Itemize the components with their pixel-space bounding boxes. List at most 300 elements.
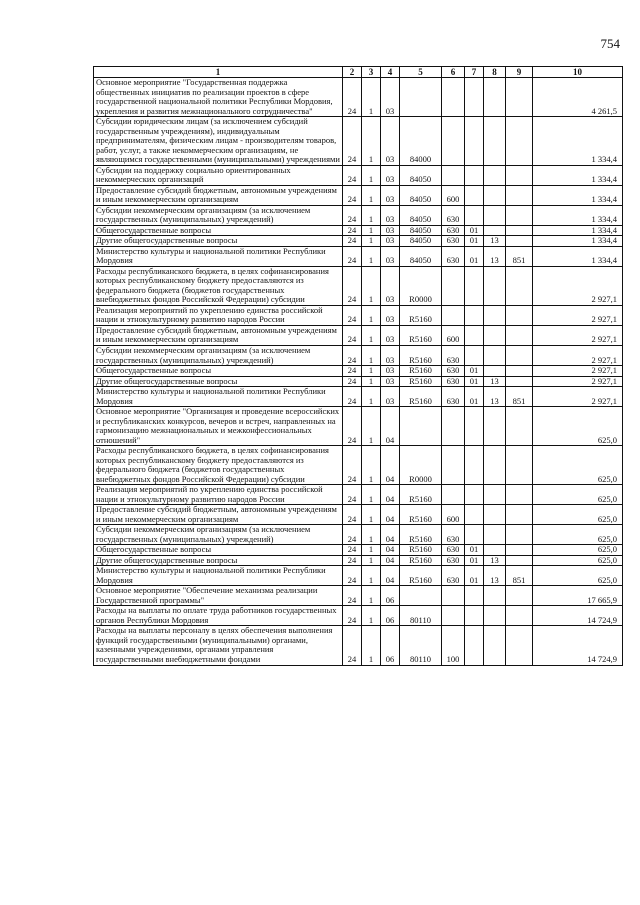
expense-type-code-cell (442, 266, 465, 305)
ministry-code-cell (506, 225, 533, 236)
section-code-cell: 01 (465, 555, 484, 566)
subprogram-code-cell: 1 (362, 446, 381, 485)
expense-type-code-cell: 630 (442, 376, 465, 387)
program-code-cell: 24 (343, 78, 362, 117)
column-header-7: 7 (465, 67, 484, 78)
direction-code-cell (400, 586, 442, 606)
table-row (94, 266, 623, 305)
event-code-cell: 04 (381, 407, 400, 446)
subsection-code-cell (484, 325, 506, 345)
ministry-code-cell (506, 505, 533, 525)
subsection-code-cell (484, 117, 506, 166)
header-row (94, 67, 623, 78)
subprogram-code-cell: 1 (362, 117, 381, 166)
section-code-cell (465, 205, 484, 225)
subsection-code-cell: 13 (484, 387, 506, 407)
expense-type-code-cell: 630 (442, 387, 465, 407)
section-code-cell: 01 (465, 545, 484, 556)
table-row (94, 525, 623, 545)
subprogram-code-cell: 1 (362, 555, 381, 566)
ministry-code-cell: 851 (506, 566, 533, 586)
item-name-cell: Реализация мероприятий по укреплению единства российской нации и этнокультурному развитию народов России (94, 485, 343, 505)
ministry-code-cell (506, 266, 533, 305)
event-code-cell: 04 (381, 545, 400, 556)
subprogram-code-cell: 1 (362, 205, 381, 225)
event-code-cell: 03 (381, 236, 400, 247)
expense-type-code-cell: 630 (442, 346, 465, 366)
table-row (94, 606, 623, 626)
subsection-code-cell (484, 525, 506, 545)
table-row (94, 236, 623, 247)
table-row (94, 165, 623, 185)
direction-code-cell: R5160 (400, 305, 442, 325)
amount-cell: 1 334,4 (533, 185, 623, 205)
expense-type-code-cell (442, 586, 465, 606)
table-row (94, 387, 623, 407)
direction-code-cell: R5160 (400, 545, 442, 556)
amount-cell: 2 927,1 (533, 376, 623, 387)
section-code-cell: 01 (465, 376, 484, 387)
program-code-cell: 24 (343, 446, 362, 485)
column-header-10: 10 (533, 67, 623, 78)
subsection-code-cell (484, 346, 506, 366)
table-row (94, 305, 623, 325)
ministry-code-cell (506, 185, 533, 205)
subprogram-code-cell: 1 (362, 366, 381, 377)
table-row (94, 78, 623, 117)
table-row (94, 346, 623, 366)
event-code-cell: 04 (381, 505, 400, 525)
expense-type-code-cell: 630 (442, 225, 465, 236)
direction-code-cell: R5160 (400, 485, 442, 505)
subprogram-code-cell: 1 (362, 266, 381, 305)
direction-code-cell: 84050 (400, 246, 442, 266)
direction-code-cell: R5160 (400, 376, 442, 387)
ministry-code-cell (506, 606, 533, 626)
event-code-cell: 03 (381, 225, 400, 236)
table-row (94, 626, 623, 665)
section-code-cell: 01 (465, 387, 484, 407)
item-name-cell: Расходы республиканского бюджета, в целях софинансирования которых республиканскому бюджету предоставляются из федерального бюджета (бюджетов государственных внебюджетных фондов Российской Федерации) субсидии (94, 446, 343, 485)
direction-code-cell (400, 78, 442, 117)
event-code-cell: 03 (381, 387, 400, 407)
event-code-cell: 04 (381, 566, 400, 586)
table-row (94, 446, 623, 485)
event-code-cell: 03 (381, 78, 400, 117)
event-code-cell: 04 (381, 485, 400, 505)
ministry-code-cell (506, 366, 533, 377)
direction-code-cell: 84050 (400, 185, 442, 205)
section-code-cell: 01 (465, 566, 484, 586)
direction-code-cell: 80110 (400, 606, 442, 626)
event-code-cell: 03 (381, 325, 400, 345)
event-code-cell: 06 (381, 606, 400, 626)
expense-type-code-cell: 630 (442, 246, 465, 266)
subprogram-code-cell: 1 (362, 586, 381, 606)
column-header-6: 6 (442, 67, 465, 78)
section-code-cell (465, 505, 484, 525)
subsection-code-cell: 13 (484, 236, 506, 247)
table-row (94, 505, 623, 525)
subsection-code-cell (484, 545, 506, 556)
item-name-cell: Расходы на выплаты по оплате труда работников государственных органов Республики Мордовия (94, 606, 343, 626)
event-code-cell: 03 (381, 366, 400, 377)
item-name-cell: Министерство культуры и национальной политики Республики Мордовия (94, 566, 343, 586)
section-code-cell (465, 78, 484, 117)
program-code-cell: 24 (343, 325, 362, 345)
subprogram-code-cell: 1 (362, 325, 381, 345)
subprogram-code-cell: 1 (362, 346, 381, 366)
item-name-cell: Реализация мероприятий по укреплению единства российской нации и этнокультурному развитию народов России (94, 305, 343, 325)
amount-cell: 17 665,9 (533, 586, 623, 606)
program-code-cell: 24 (343, 407, 362, 446)
ministry-code-cell (506, 485, 533, 505)
subsection-code-cell (484, 366, 506, 377)
direction-code-cell: 84050 (400, 225, 442, 236)
section-code-cell (465, 407, 484, 446)
subprogram-code-cell: 1 (362, 525, 381, 545)
program-code-cell: 24 (343, 485, 362, 505)
item-name-cell: Основное мероприятие "Государственная поддержка общественных инициатив по реализации проектов в сфере государственной национальной политики Республики Мордовия, укрепления и развития межнационального сотрудничества" (94, 78, 343, 117)
ministry-code-cell: 851 (506, 387, 533, 407)
subsection-code-cell (484, 165, 506, 185)
amount-cell: 625,0 (533, 566, 623, 586)
ministry-code-cell (506, 376, 533, 387)
amount-cell: 1 334,4 (533, 165, 623, 185)
amount-cell: 14 724,9 (533, 626, 623, 665)
subsection-code-cell (484, 305, 506, 325)
table-row (94, 555, 623, 566)
event-code-cell: 06 (381, 626, 400, 665)
section-code-cell: 01 (465, 246, 484, 266)
program-code-cell: 24 (343, 236, 362, 247)
program-code-cell: 24 (343, 606, 362, 626)
table-row (94, 246, 623, 266)
subprogram-code-cell: 1 (362, 78, 381, 117)
subsection-code-cell (484, 407, 506, 446)
ministry-code-cell (506, 407, 533, 446)
item-name-cell: Субсидии некоммерческим организациям (за исключением государственных (муниципальных) учреждений) (94, 525, 343, 545)
item-name-cell: Субсидии некоммерческим организациям (за исключением государственных (муниципальных) учреждений) (94, 205, 343, 225)
item-name-cell: Другие общегосударственные вопросы (94, 376, 343, 387)
direction-code-cell: 84050 (400, 236, 442, 247)
expense-type-code-cell: 630 (442, 555, 465, 566)
budget-table (93, 66, 623, 666)
amount-cell: 1 334,4 (533, 205, 623, 225)
subsection-code-cell (484, 606, 506, 626)
ministry-code-cell: 851 (506, 246, 533, 266)
item-name-cell: Министерство культуры и национальной политики Республики Мордовия (94, 246, 343, 266)
item-name-cell: Общегосударственные вопросы (94, 545, 343, 556)
item-name-cell: Расходы республиканского бюджета, в целях софинансирования которых республиканскому бюджету предоставляются из федерального бюджета (бюджетов государственных внебюджетных фондов Российской Федерации) субсидии (94, 266, 343, 305)
subsection-code-cell (484, 78, 506, 117)
subprogram-code-cell: 1 (362, 407, 381, 446)
section-code-cell (465, 305, 484, 325)
table-row (94, 117, 623, 166)
amount-cell: 14 724,9 (533, 606, 623, 626)
subprogram-code-cell: 1 (362, 387, 381, 407)
ministry-code-cell (506, 205, 533, 225)
program-code-cell: 24 (343, 505, 362, 525)
subprogram-code-cell: 1 (362, 185, 381, 205)
expense-type-code-cell: 630 (442, 205, 465, 225)
amount-cell: 2 927,1 (533, 266, 623, 305)
amount-cell: 625,0 (533, 407, 623, 446)
program-code-cell: 24 (343, 366, 362, 377)
table-row (94, 225, 623, 236)
item-name-cell: Предоставление субсидий бюджетным, автономным учреждениям и иным некоммерческим организациям (94, 185, 343, 205)
item-name-cell: Основное мероприятие "Организация и проведение всероссийских и республиканских конкурсов, вечеров и встреч, направленных на гармонизацию межнациональных и межконфессиональных отношений" (94, 407, 343, 446)
item-name-cell: Предоставление субсидий бюджетным, автономным учреждениям и иным некоммерческим организациям (94, 325, 343, 345)
event-code-cell: 03 (381, 185, 400, 205)
subprogram-code-cell: 1 (362, 236, 381, 247)
item-name-cell: Расходы на выплаты персоналу в целях обеспечения выполнения функций государственными (муниципальными) органами, казенными учреждениями, органами управления государственными внебюджетными фондами (94, 626, 343, 665)
table-row (94, 485, 623, 505)
event-code-cell: 03 (381, 165, 400, 185)
item-name-cell: Субсидии на поддержку социально ориентированных некоммерческих организаций (94, 165, 343, 185)
event-code-cell: 03 (381, 346, 400, 366)
ministry-code-cell (506, 525, 533, 545)
item-name-cell: Министерство культуры и национальной политики Республики Мордовия (94, 387, 343, 407)
event-code-cell: 03 (381, 205, 400, 225)
program-code-cell: 24 (343, 266, 362, 305)
section-code-cell (465, 266, 484, 305)
subsection-code-cell (484, 626, 506, 665)
expense-type-code-cell (442, 117, 465, 166)
direction-code-cell: R5160 (400, 346, 442, 366)
table-row (94, 545, 623, 556)
subprogram-code-cell: 1 (362, 225, 381, 236)
section-code-cell (465, 626, 484, 665)
expense-type-code-cell: 600 (442, 505, 465, 525)
section-code-cell (465, 586, 484, 606)
expense-type-code-cell (442, 407, 465, 446)
program-code-cell: 24 (343, 586, 362, 606)
direction-code-cell: R5160 (400, 366, 442, 377)
amount-cell: 4 261,5 (533, 78, 623, 117)
table-row (94, 185, 623, 205)
table-row (94, 205, 623, 225)
subprogram-code-cell: 1 (362, 305, 381, 325)
item-name-cell: Субсидии некоммерческим организациям (за исключением государственных (муниципальных) учреждений) (94, 346, 343, 366)
amount-cell: 2 927,1 (533, 305, 623, 325)
ministry-code-cell (506, 346, 533, 366)
amount-cell: 1 334,4 (533, 117, 623, 166)
table-row (94, 366, 623, 377)
amount-cell: 625,0 (533, 505, 623, 525)
program-code-cell: 24 (343, 566, 362, 586)
expense-type-code-cell: 630 (442, 236, 465, 247)
section-code-cell: 01 (465, 225, 484, 236)
section-code-cell (465, 346, 484, 366)
program-code-cell: 24 (343, 205, 362, 225)
page-number: 754 (600, 36, 620, 51)
ministry-code-cell (506, 117, 533, 166)
subprogram-code-cell: 1 (362, 566, 381, 586)
amount-cell: 1 334,4 (533, 246, 623, 266)
expense-type-code-cell: 100 (442, 626, 465, 665)
expense-type-code-cell: 630 (442, 525, 465, 545)
ministry-code-cell (506, 545, 533, 556)
subsection-code-cell (484, 225, 506, 236)
subsection-code-cell (484, 446, 506, 485)
subsection-code-cell: 13 (484, 246, 506, 266)
expense-type-code-cell (442, 305, 465, 325)
amount-cell: 2 927,1 (533, 366, 623, 377)
subprogram-code-cell: 1 (362, 376, 381, 387)
event-code-cell: 03 (381, 376, 400, 387)
direction-code-cell (400, 407, 442, 446)
amount-cell: 1 334,4 (533, 236, 623, 247)
expense-type-code-cell (442, 606, 465, 626)
ministry-code-cell (506, 236, 533, 247)
direction-code-cell: R0000 (400, 266, 442, 305)
program-code-cell: 24 (343, 185, 362, 205)
amount-cell: 625,0 (533, 525, 623, 545)
section-code-cell (465, 485, 484, 505)
subsection-code-cell: 13 (484, 566, 506, 586)
subprogram-code-cell: 1 (362, 505, 381, 525)
program-code-cell: 24 (343, 165, 362, 185)
event-code-cell: 03 (381, 266, 400, 305)
item-name-cell: Субсидии юридическим лицам (за исключением субсидий государственным учреждениям), индивидуальным предпринимателям, физическим лицам - производителям товаров, работ, услуг, а также некоммерческим организациям, не являющимся государственными (муниципальными) учреждениями (94, 117, 343, 166)
amount-cell: 1 334,4 (533, 225, 623, 236)
event-code-cell: 04 (381, 555, 400, 566)
column-header-5: 5 (400, 67, 442, 78)
ministry-code-cell (506, 555, 533, 566)
event-code-cell: 04 (381, 525, 400, 545)
program-code-cell: 24 (343, 305, 362, 325)
ministry-code-cell (506, 446, 533, 485)
amount-cell: 2 927,1 (533, 387, 623, 407)
expense-type-code-cell: 600 (442, 325, 465, 345)
program-code-cell: 24 (343, 117, 362, 166)
item-name-cell: Предоставление субсидий бюджетным, автономным учреждениям и иным некоммерческим организациям (94, 505, 343, 525)
direction-code-cell: R5160 (400, 505, 442, 525)
ministry-code-cell (506, 586, 533, 606)
column-header-1: 1 (94, 67, 343, 78)
item-name-cell: Другие общегосударственные вопросы (94, 555, 343, 566)
section-code-cell (465, 446, 484, 485)
table-row (94, 566, 623, 586)
expense-type-code-cell: 630 (442, 366, 465, 377)
subsection-code-cell (484, 586, 506, 606)
subprogram-code-cell: 1 (362, 165, 381, 185)
subprogram-code-cell: 1 (362, 246, 381, 266)
section-code-cell: 01 (465, 366, 484, 377)
amount-cell: 2 927,1 (533, 325, 623, 345)
direction-code-cell: 80110 (400, 626, 442, 665)
expense-type-code-cell: 630 (442, 566, 465, 586)
event-code-cell: 03 (381, 305, 400, 325)
subsection-code-cell: 13 (484, 376, 506, 387)
expense-type-code-cell (442, 446, 465, 485)
program-code-cell: 24 (343, 387, 362, 407)
table-row (94, 586, 623, 606)
subsection-code-cell: 13 (484, 555, 506, 566)
expense-type-code-cell: 600 (442, 185, 465, 205)
subsection-code-cell (484, 485, 506, 505)
section-code-cell (465, 185, 484, 205)
item-name-cell: Основное мероприятие "Обеспечение механизма реализации Государственной программы" (94, 586, 343, 606)
amount-cell: 2 927,1 (533, 346, 623, 366)
subsection-code-cell (484, 185, 506, 205)
program-code-cell: 24 (343, 376, 362, 387)
program-code-cell: 24 (343, 246, 362, 266)
direction-code-cell: 84050 (400, 205, 442, 225)
direction-code-cell: R5160 (400, 387, 442, 407)
direction-code-cell: R5160 (400, 555, 442, 566)
ministry-code-cell (506, 626, 533, 665)
amount-cell: 625,0 (533, 545, 623, 556)
column-header-9: 9 (506, 67, 533, 78)
section-code-cell (465, 117, 484, 166)
expense-type-code-cell: 630 (442, 545, 465, 556)
subsection-code-cell (484, 505, 506, 525)
section-code-cell (465, 165, 484, 185)
column-header-2: 2 (343, 67, 362, 78)
section-code-cell: 01 (465, 236, 484, 247)
direction-code-cell: R0000 (400, 446, 442, 485)
amount-cell: 625,0 (533, 555, 623, 566)
column-header-3: 3 (362, 67, 381, 78)
subsection-code-cell (484, 205, 506, 225)
subprogram-code-cell: 1 (362, 606, 381, 626)
table-row (94, 325, 623, 345)
program-code-cell: 24 (343, 346, 362, 366)
event-code-cell: 06 (381, 586, 400, 606)
direction-code-cell: R5160 (400, 325, 442, 345)
table-row (94, 407, 623, 446)
program-code-cell: 24 (343, 545, 362, 556)
subprogram-code-cell: 1 (362, 545, 381, 556)
table-body (94, 78, 623, 665)
program-code-cell: 24 (343, 626, 362, 665)
table-row (94, 376, 623, 387)
program-code-cell: 24 (343, 555, 362, 566)
expense-type-code-cell (442, 485, 465, 505)
direction-code-cell: R5160 (400, 525, 442, 545)
direction-code-cell: 84000 (400, 117, 442, 166)
section-code-cell (465, 525, 484, 545)
subsection-code-cell (484, 266, 506, 305)
program-code-cell: 24 (343, 525, 362, 545)
subprogram-code-cell: 1 (362, 626, 381, 665)
section-code-cell (465, 606, 484, 626)
column-header-8: 8 (484, 67, 506, 78)
expense-type-code-cell (442, 78, 465, 117)
section-code-cell (465, 325, 484, 345)
direction-code-cell: R5160 (400, 566, 442, 586)
program-code-cell: 24 (343, 225, 362, 236)
ministry-code-cell (506, 325, 533, 345)
event-code-cell: 03 (381, 246, 400, 266)
ministry-code-cell (506, 78, 533, 117)
item-name-cell: Другие общегосударственные вопросы (94, 236, 343, 247)
item-name-cell: Общегосударственные вопросы (94, 366, 343, 377)
direction-code-cell: 84050 (400, 165, 442, 185)
ministry-code-cell (506, 305, 533, 325)
item-name-cell: Общегосударственные вопросы (94, 225, 343, 236)
ministry-code-cell (506, 165, 533, 185)
expense-type-code-cell (442, 165, 465, 185)
subprogram-code-cell: 1 (362, 485, 381, 505)
amount-cell: 625,0 (533, 485, 623, 505)
event-code-cell: 04 (381, 446, 400, 485)
amount-cell: 625,0 (533, 446, 623, 485)
event-code-cell: 03 (381, 117, 400, 166)
column-header-4: 4 (381, 67, 400, 78)
